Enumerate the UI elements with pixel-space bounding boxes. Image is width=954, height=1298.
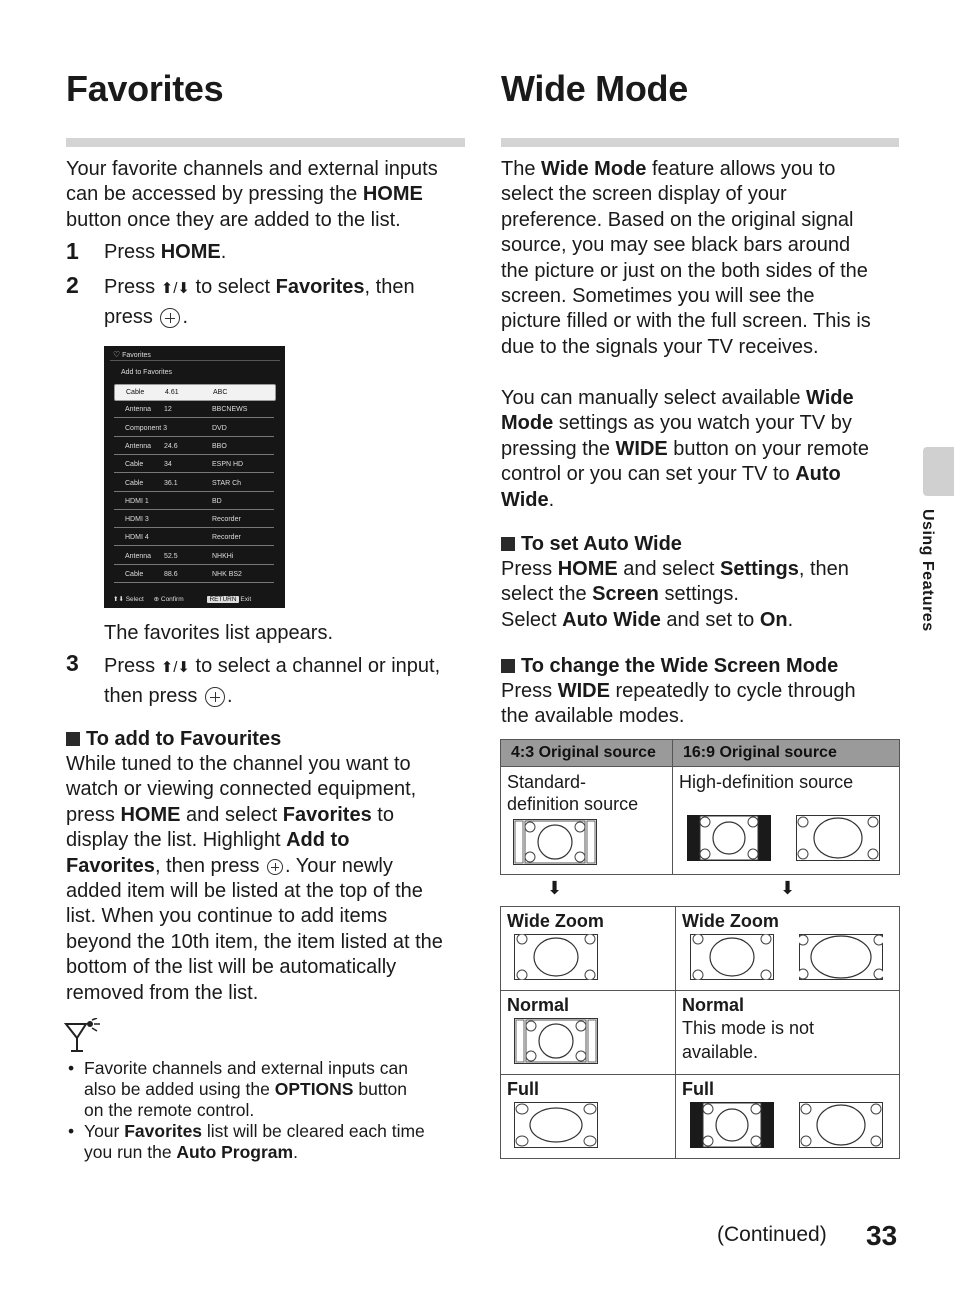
- wide-mode-title: Wide Mode: [501, 68, 688, 109]
- change-mode-heading: To change the Wide Screen Mode: [501, 654, 838, 679]
- favorite-row-name: ABC: [213, 389, 228, 396]
- tip-2: • Your Favorites list will be cleared each time you run the Auto Program.: [66, 1121, 466, 1163]
- step-3-text: Press ⬆/⬇ to select a channel or input, then press .: [104, 655, 441, 707]
- favorite-row[interactable]: [114, 567, 274, 583]
- wide-mode-manual: You can manually select available Wide Mode settings as you watch your TV by pressing the WIDE button on your remote control or you can set your TV to Auto Wide.: [501, 387, 869, 511]
- favorite-row-ch: 52.5: [164, 552, 178, 560]
- favorite-row-type: Antenna: [125, 442, 152, 450]
- pic-wide-zoom-hd-2: [799, 934, 883, 980]
- side-tab-marker: [923, 447, 954, 496]
- favorite-row[interactable]: [114, 402, 274, 418]
- continued-label: (Continued): [717, 1223, 827, 1246]
- favorites-menu-header: ♡ Favorites: [113, 350, 151, 359]
- favorites-title: Favorites: [66, 68, 224, 109]
- modes-table: [500, 906, 900, 1159]
- step-3: 3: [66, 650, 79, 676]
- favorite-row-ch: 4.61: [165, 389, 179, 396]
- auto-wide-heading: To set Auto Wide: [501, 532, 682, 557]
- favorite-row-name: ESPN HD: [212, 461, 244, 469]
- favorite-row[interactable]: [114, 439, 274, 455]
- favorite-row[interactable]: [114, 384, 276, 401]
- favorite-row-type: Component 3: [125, 424, 168, 432]
- full-16-9: Full: [676, 1075, 900, 1159]
- favorite-row-name: BD: [212, 497, 222, 505]
- pic-wide-zoom: [514, 934, 598, 980]
- tip-icon: [64, 1018, 102, 1054]
- select-arrows-icon: ⬆⬇: [113, 596, 124, 603]
- down-arrow-icon: ⬇: [547, 878, 563, 898]
- square-bullet-icon: [501, 659, 515, 673]
- favorite-row[interactable]: [114, 530, 274, 546]
- side-tab-label: Using Features: [919, 509, 936, 632]
- favorite-row[interactable]: [114, 476, 274, 492]
- favorite-row-type: Antenna: [125, 552, 152, 560]
- favorites-menu-footer: ⬆⬇ Select ⊕ Confirm RETURN Exit: [113, 596, 252, 603]
- favorite-row[interactable]: [114, 549, 274, 565]
- wide-zoom-4-3: Wide Zoom: [501, 907, 676, 991]
- favorite-row-name: Recorder: [212, 534, 241, 542]
- wide-zoom-16-9: Wide Zoom: [676, 907, 900, 991]
- step-1-text: Press HOME.: [104, 241, 227, 263]
- title-rule: [501, 138, 899, 147]
- up-down-arrow-icon: ⬆/⬇: [160, 280, 190, 297]
- favorite-row-name: NHKHi: [212, 552, 234, 560]
- favorite-row[interactable]: [114, 494, 274, 510]
- favorite-row-type: Antenna: [125, 406, 152, 414]
- source-table: [500, 739, 900, 875]
- tips-list: [66, 1058, 466, 1163]
- favorites-intro: Your favorite channels and external inputs can be accessed by pressing the HOME button once they are added to the list.: [66, 158, 438, 231]
- favorite-row-type: Cable: [125, 571, 144, 578]
- list-appears-text: The favorites list appears.: [104, 622, 333, 644]
- favorite-row-name: BBCNEWS: [212, 406, 248, 414]
- favorite-row[interactable]: [114, 457, 274, 473]
- favorite-row[interactable]: [114, 421, 274, 437]
- favorite-row-ch: 34: [164, 461, 172, 469]
- page-number: 33: [866, 1220, 898, 1251]
- enter-icon: [267, 859, 283, 875]
- heart-icon: ♡: [113, 350, 121, 359]
- favorite-row-name: BBO: [212, 442, 227, 450]
- enter-icon: [205, 687, 225, 707]
- step-1: 1: [66, 238, 79, 264]
- wide-mode-intro: The Wide Mode feature allows you to select the screen display of your preference. Based on the original signal source, you may see black bars around the picture or just on the both sides of the screen. Sometimes you will see the picture filled or with the full screen. This is due to the signals your TV receives.: [501, 158, 871, 358]
- square-bullet-icon: [66, 732, 80, 746]
- add-favourites-body: While tuned to the channel you want to watch or viewing connected equipment, press HOME and select Favorites to display the list. Highlight Add to Favorites, then press . Your newly added item will be listed at the top of the list. When you continue to add items beyond the 10th item, the item listed at the bottom of the list will be automatically removed from the list.: [66, 753, 443, 1004]
- title-rule: [66, 138, 465, 147]
- favorite-row-ch: 88.6: [164, 571, 178, 578]
- favorite-row-type: Cable: [125, 479, 144, 487]
- add-favourites-heading: To add to Favourites: [66, 727, 281, 752]
- pic-normal: [514, 1018, 598, 1064]
- pic-wide-zoom-hd: [690, 934, 774, 980]
- favorite-row-ch: 24.6: [164, 442, 178, 450]
- step-2-text: Press ⬆/⬇ to select Favorites, then press .: [104, 276, 415, 328]
- favorite-row[interactable]: [114, 512, 274, 528]
- src-sd-cell: Standard- definition source: [501, 767, 673, 875]
- col-16-9-header: 16:9 Original source: [673, 740, 900, 767]
- col-4-3-header: 4:3 Original source: [501, 740, 673, 767]
- pic-letterbox-sides: [687, 815, 771, 861]
- pic-full-wide: [799, 1102, 883, 1148]
- favorite-row-type: Cable: [125, 461, 144, 469]
- confirm-icon: ⊕: [153, 596, 160, 603]
- favorite-row-ch: 36.1: [164, 479, 178, 487]
- change-mode-body: Press WIDE repeatedly to cycle through the available modes.: [501, 680, 856, 728]
- favorite-row-ch: 12: [164, 406, 172, 414]
- normal-16-9: Normal This mode is not available.: [676, 991, 900, 1075]
- enter-icon: [160, 308, 180, 328]
- auto-wide-body: Press HOME and select Settings, then select the Screen settings. Select Auto Wide and set to On.: [501, 558, 849, 631]
- up-down-arrow-icon: ⬆/⬇: [160, 659, 190, 676]
- favorite-row-type: HDMI 1: [125, 497, 149, 505]
- favorites-menu-screenshot: [104, 346, 285, 608]
- tip-1: • Favorite channels and external inputs can also be added using the OPTIONS button on the remote control.: [66, 1058, 466, 1121]
- pic-16-9: [796, 815, 880, 861]
- pic-4-3-sd: [513, 819, 597, 865]
- favorite-row-name: Recorder: [212, 516, 241, 524]
- favorite-row-name: STAR Ch: [212, 479, 242, 487]
- normal-4-3: Normal: [501, 991, 676, 1075]
- full-4-3: Full: [501, 1075, 676, 1159]
- favorite-row-type: HDMI 4: [125, 534, 149, 542]
- favorite-row-type: HDMI 3: [125, 516, 149, 524]
- favorite-row-name: DVD: [212, 424, 227, 432]
- square-bullet-icon: [501, 537, 515, 551]
- favorite-row-name: NHK BS2: [212, 571, 242, 578]
- down-arrow-icon: ⬇: [780, 878, 796, 898]
- favorite-row-type: Cable: [126, 389, 145, 396]
- src-hd-cell: High-definition source: [673, 767, 900, 875]
- pic-full: [514, 1102, 598, 1148]
- add-to-favorites-item: Add to Favorites: [121, 369, 172, 376]
- step-2: 2: [66, 272, 79, 298]
- pic-full-pillar: [690, 1102, 774, 1148]
